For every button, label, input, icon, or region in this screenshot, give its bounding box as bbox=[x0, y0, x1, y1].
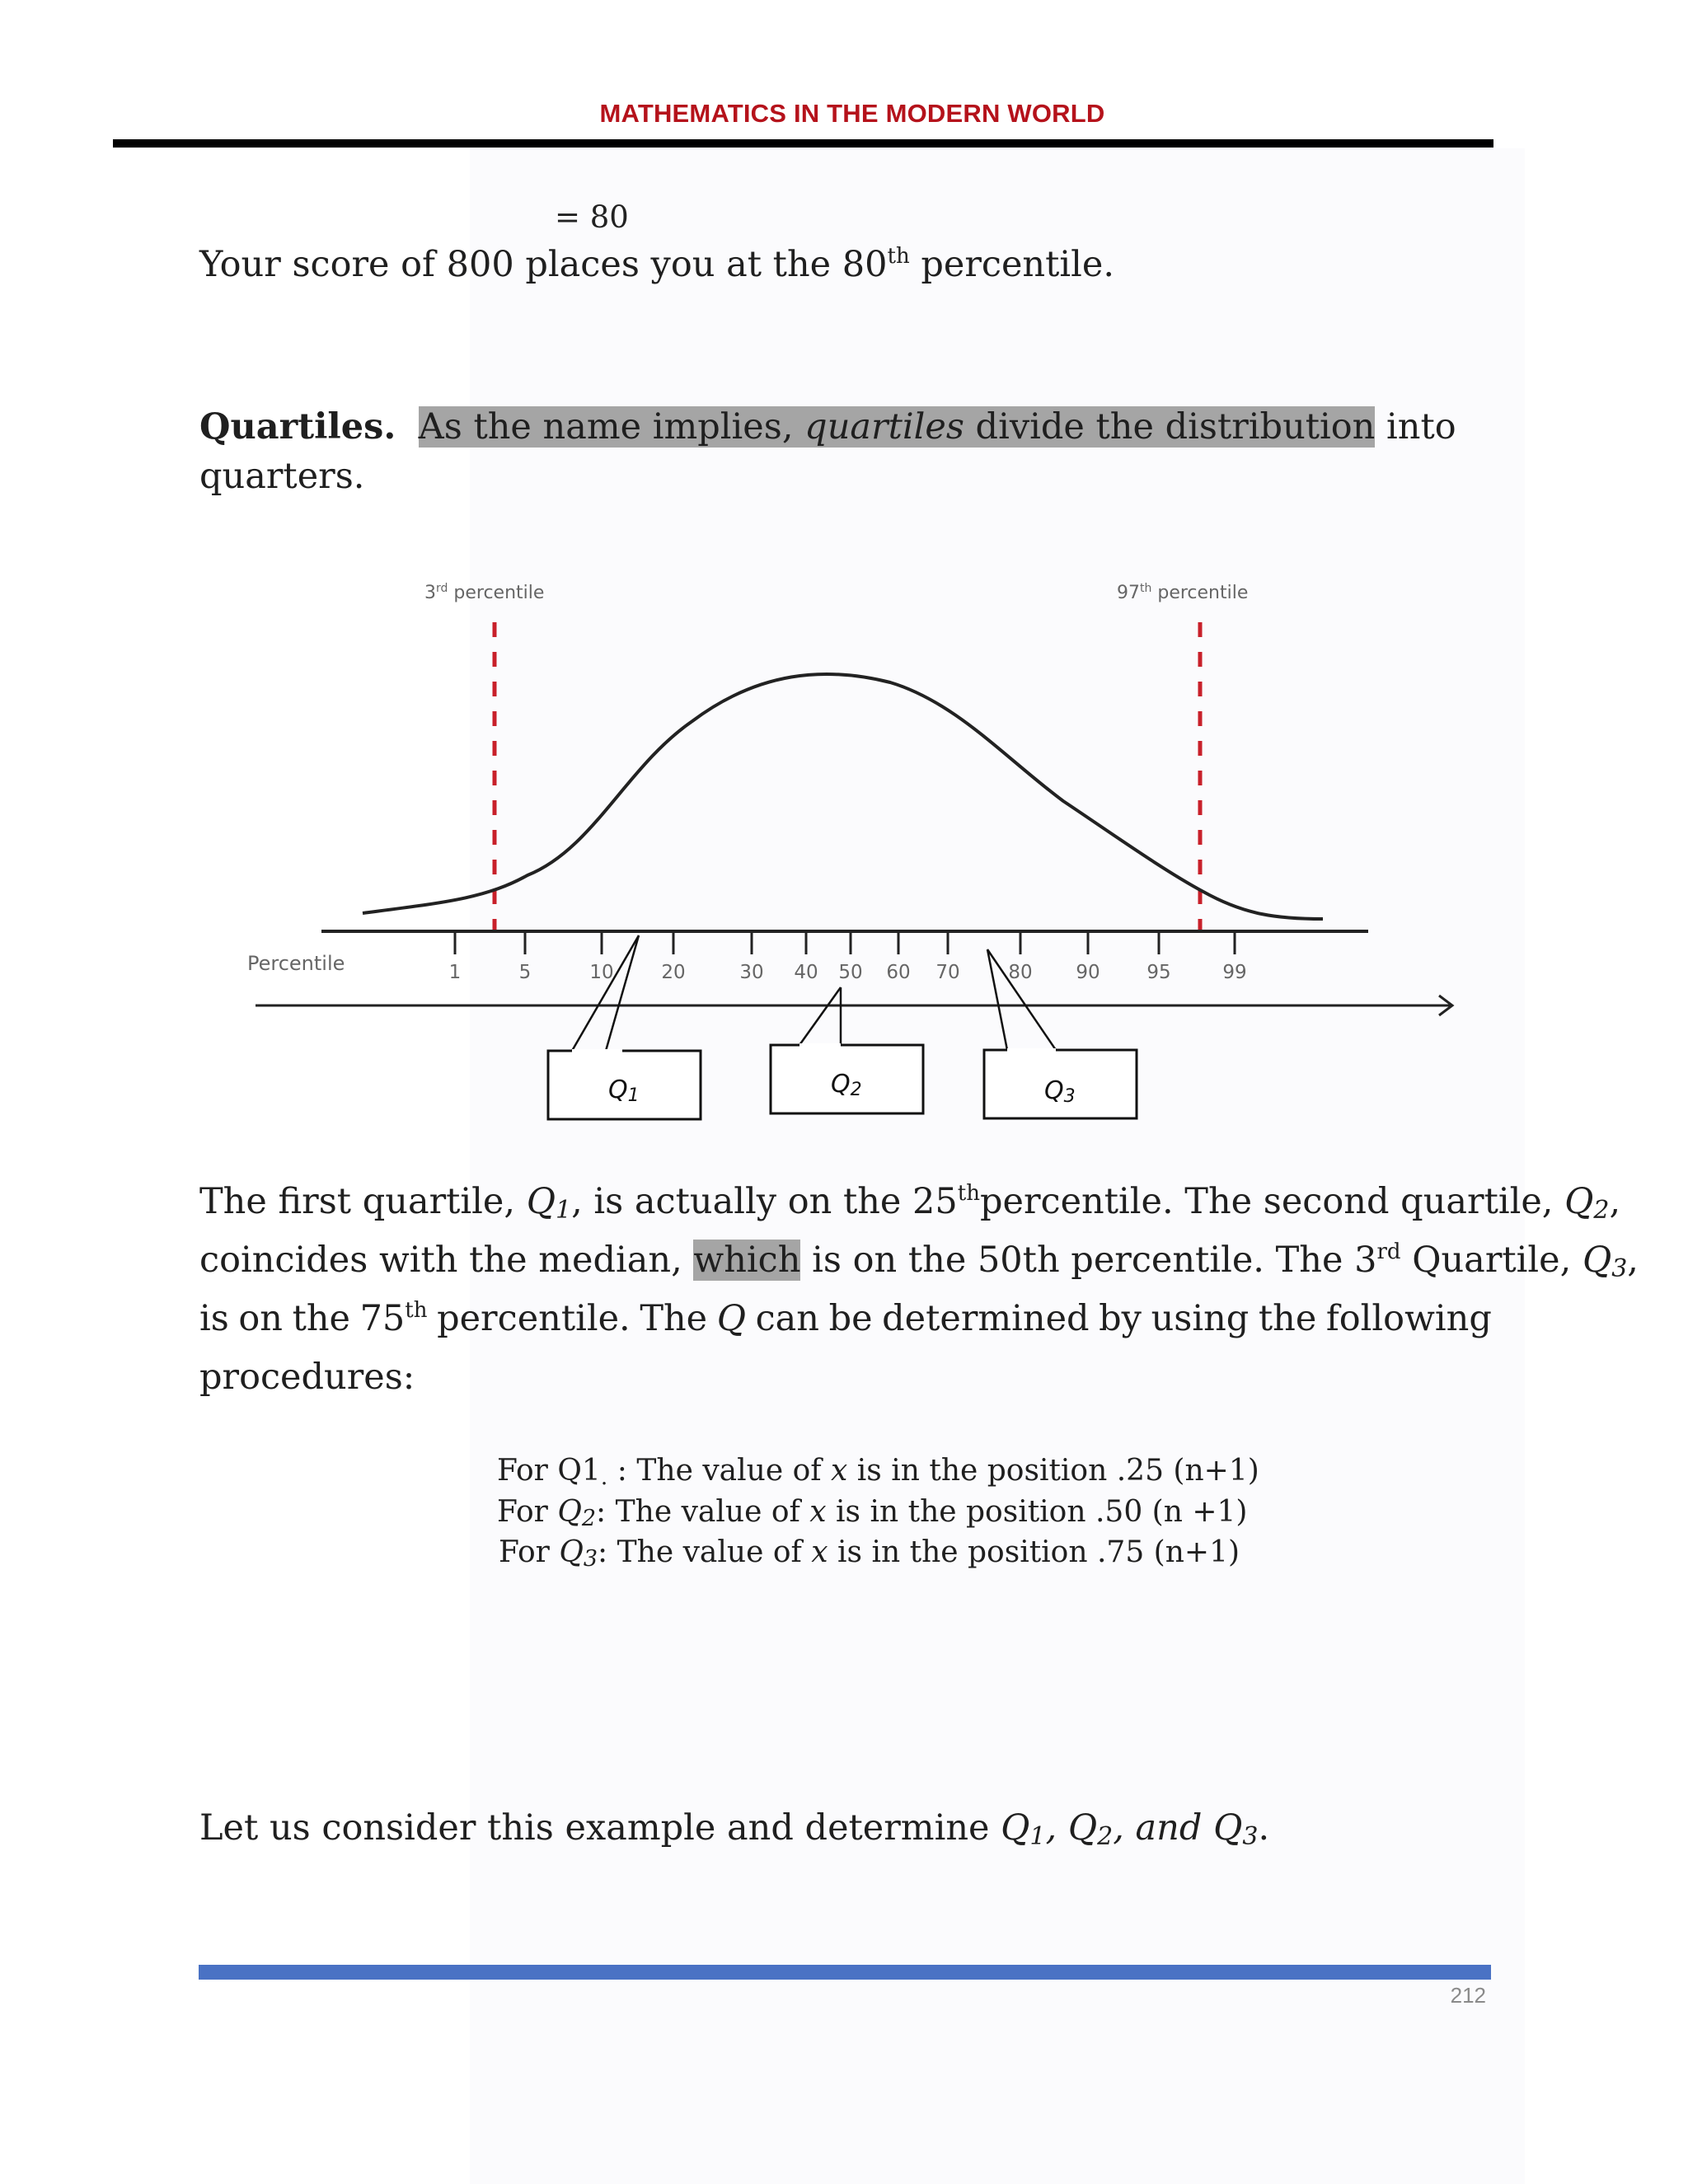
tick-label-95: 95 bbox=[1146, 962, 1171, 983]
tick-label-1: 1 bbox=[448, 962, 462, 983]
page-background bbox=[470, 148, 1525, 2184]
tick-label-30: 30 bbox=[739, 962, 764, 983]
tick-label-80: 80 bbox=[1008, 962, 1033, 983]
tick-label-60: 60 bbox=[886, 962, 911, 983]
footer-rule bbox=[199, 1965, 1491, 1980]
score-sentence: Your score of 800 places you at the 80th percentile. bbox=[199, 244, 1115, 285]
running-header: MATHEMATICS IN THE MODERN WORLD bbox=[599, 99, 1105, 128]
axis-label: Percentile bbox=[247, 952, 345, 975]
closing-sentence: Let us consider this example and determine $Q_1$, $Q_2$, and $Q_3$. bbox=[199, 1807, 1270, 1851]
equation-result: = 80 bbox=[555, 199, 629, 235]
paragraph-line3: is on the 75th percentile. The Q can be determined by using the following bbox=[199, 1298, 1492, 1339]
tick-label-5: 5 bbox=[518, 962, 532, 983]
left-marker-label: 3rd percentile bbox=[424, 582, 545, 603]
header-rule bbox=[113, 139, 1493, 148]
highlighted-word: which bbox=[693, 1240, 801, 1281]
formula-q2: For $Q_2$: The value of x is in the position .50 (n +1) bbox=[497, 1495, 1248, 1531]
paragraph-line4: procedures: bbox=[199, 1357, 415, 1398]
tick-label-20: 20 bbox=[661, 962, 686, 983]
tick-label-10: 10 bbox=[589, 962, 614, 983]
percentile-ticks bbox=[449, 931, 1247, 983]
paragraph-line1: The first quartile, $Q_1$, is actually on the 25thpercentile. The second quartile, $Q_2$, bbox=[199, 1181, 1621, 1225]
callout-q3-label: Q3 bbox=[1044, 1076, 1076, 1107]
formula-q3: For $Q_3$: The value of x is in the position .75 (n+1) bbox=[499, 1535, 1240, 1572]
tick-label-90: 90 bbox=[1076, 962, 1100, 983]
bell-curve bbox=[363, 674, 1323, 919]
highlighted-definition: As the name implies, quartiles divide the distribution bbox=[418, 406, 1376, 448]
formula-q1: For $Q1_.$ : The value of x is in the position .25 (n+1) bbox=[497, 1454, 1259, 1490]
percentile-distribution-diagram bbox=[231, 569, 1484, 1129]
right-marker-label: 97th percentile bbox=[1117, 582, 1249, 603]
quartiles-intro-line1: Quartiles. As the name implies, quartiles divide the distribution into bbox=[199, 406, 1456, 448]
callout-q3 bbox=[984, 949, 1137, 1118]
quartiles-heading: Quartiles. bbox=[199, 406, 396, 448]
callout-q1-label: Q1 bbox=[608, 1076, 640, 1106]
tick-label-40: 40 bbox=[794, 962, 818, 983]
tick-label-70: 70 bbox=[935, 962, 960, 983]
quartiles-intro-line2: quarters. bbox=[199, 456, 365, 497]
callout-q2-label: Q2 bbox=[831, 1070, 862, 1100]
tick-label-50: 50 bbox=[838, 962, 863, 983]
page-number: 212 bbox=[1450, 1983, 1486, 2008]
tick-label-99: 99 bbox=[1222, 962, 1247, 983]
paragraph-line2: coincides with the median, which is on the 50th percentile. The 3rd Quartile, $Q_3$, bbox=[199, 1240, 1639, 1283]
